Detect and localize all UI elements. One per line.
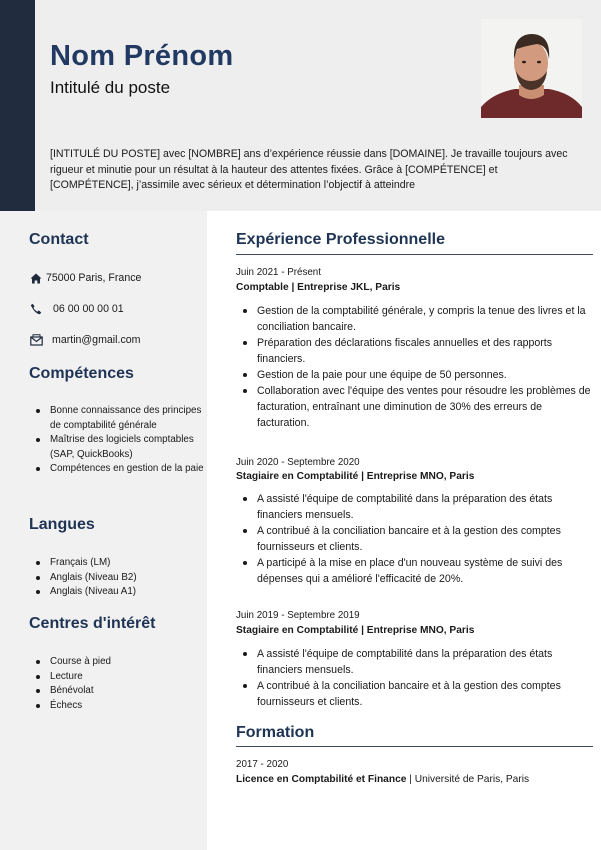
education-separator: | [406,774,415,785]
list-item: A participé à la mise en place d'un nouveau système de suivi des dépenses qui a amélioré l'efficacité de 20%. [240,555,593,587]
skills-title: Compétences [29,365,134,382]
contact-email [30,334,140,346]
education-degree: Licence en Comptabilité et Finance [236,774,407,785]
job-date: Juin 2021 - Présent [236,267,321,278]
header-accent-bar [0,0,35,211]
list-item: Collaboration avec l'équipe des ventes pour résoudre les problèmes de facturation, entraînant une diminution de 30% des erreurs de facturation. [240,383,593,431]
list-item: Lecture [34,670,204,685]
list-item: Bonne connaissance des principes de comptabilité générale [34,404,204,433]
list-item: A contribué à la conciliation bancaire et à la gestion des comptes fournisseurs et clients. [240,523,593,555]
list-item: Maîtrise des logiciels comptables (SAP, QuickBooks) [34,433,204,462]
person-name: Nom Prénom [50,40,234,72]
list-item: Préparation des déclarations fiscales annuelles et des rapports financiers. [240,335,593,367]
job-role: Stagiaire en Comptabilité | Entreprise MNO, Paris [236,471,475,482]
list-item: Anglais (Niveau B2) [34,571,204,586]
job-role: Stagiaire en Comptabilité | Entreprise MNO, Paris [236,625,475,636]
job-date: Juin 2020 - Septembre 2020 [236,457,360,468]
education-school: Université de Paris, Paris [414,774,530,785]
job-bullets [240,646,593,710]
education-title: Formation [236,724,315,741]
list-item: Anglais (Niveau A1) [34,585,204,600]
education-date: 2017 - 2020 [236,759,289,770]
section-divider [236,254,593,255]
list-item: A assisté l'équipe de comptabilité dans la préparation des états financiers mensuels. [240,491,593,523]
list-item: Échecs [34,699,204,714]
skills-list [34,404,204,477]
languages-title: Langues [29,516,95,533]
phone-icon [30,303,42,315]
interests-list [34,655,204,713]
job-date: Juin 2019 - Septembre 2019 [236,610,360,621]
list-item: Gestion de la comptabilité générale, y compris la tenue des livres et la conciliation bancaire. [240,303,593,335]
home-icon [30,273,42,284]
contact-address [30,272,141,284]
job-role: Comptable | Entreprise JKL, Paris [236,282,401,293]
profile-summary: [INTITULÉ DU POSTE] avec [NOMBRE] ans d’expérience réussie dans [DOMAINE]. Je travaille toujours avec rigueur et minutie pour un résultat à la hauteur des attentes fixées. Grâce à [COMPÉTENCE] et [COMPÉTENCE], j’assimile avec sérieux et détermination l’objectif à atteindre [50,148,568,191]
list-item: Gestion de la paie pour une équipe de 50 personnes. [240,367,593,383]
education-degree-line [236,774,529,785]
contact-phone-text: 06 00 00 00 01 [53,303,124,315]
list-item: Bénévolat [34,684,204,699]
job-bullets [240,303,593,431]
profile-photo [481,19,582,118]
contact-title: Contact [29,231,89,248]
header [0,0,601,211]
list-item: A assisté l'équipe de comptabilité dans la préparation des états financiers mensuels. [240,646,593,678]
job-title: Intitulé du poste [50,78,171,97]
list-item: Français (LM) [34,556,204,571]
list-item: Course à pied [34,655,204,670]
contact-address-text: 75000 Paris, France [46,272,142,284]
contact-phone [30,303,124,315]
interests-title: Centres d'intérêt [29,615,156,632]
contact-email-text[interactable]: martin@gmail.com [52,334,141,346]
section-divider [236,746,593,747]
list-item: Compétences en gestion de la paie [34,462,204,477]
languages-list [34,556,204,600]
experience-title: Expérience Professionnelle [236,231,445,248]
portrait-image [481,19,582,118]
mail-icon [30,334,43,346]
job-bullets [240,491,593,587]
list-item: A contribué à la conciliation bancaire et à la gestion des comptes fournisseurs et clients. [240,678,593,710]
